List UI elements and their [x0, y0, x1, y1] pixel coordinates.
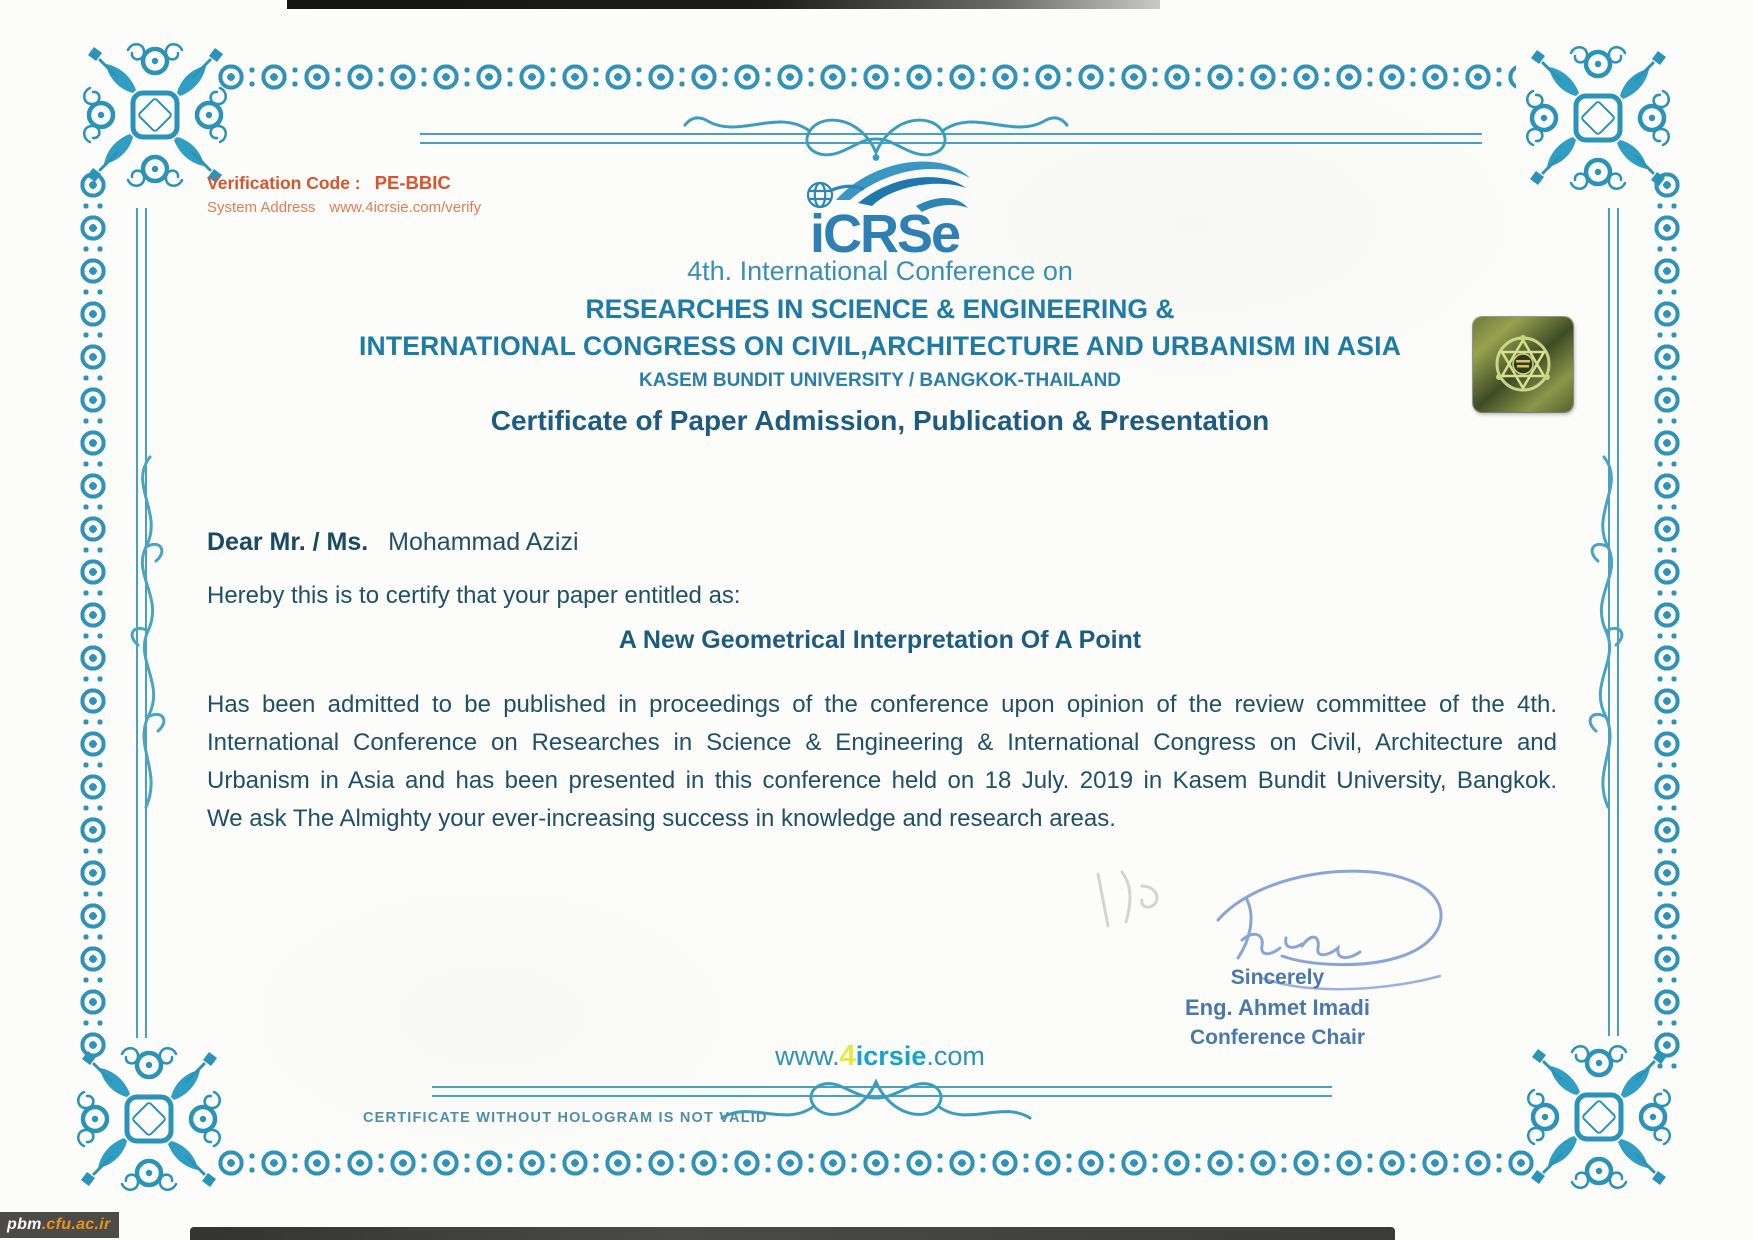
salutation-label: Dear Mr. / Ms. [207, 528, 369, 556]
conference-venue: KASEM BUNDIT UNIVERSITY / BANGKOK-THAILAND [638, 370, 1122, 391]
salutation-line [207, 528, 579, 557]
watermark-site-rest: .cfu.ac.ir [41, 1216, 111, 1233]
verification-code-label: Verification Code : [207, 173, 361, 193]
watermark-site-bold: pbm [7, 1216, 42, 1233]
signer-name: Eng. Ahmet Imadi [1185, 995, 1370, 1020]
verification-block [207, 172, 481, 216]
url-tld: .com [926, 1041, 985, 1071]
conference-website [180, 1040, 1580, 1073]
certificate-paragraph [207, 686, 1557, 838]
logo-wordmark: iCRSe [810, 204, 960, 263]
conference-name-line2: INTERNATIONAL CONGRESS ON CIVIL,ARCHITECTURE AND URBANISM IN ASIA [358, 331, 1402, 361]
icrse-logo [788, 148, 978, 263]
signature-block [1130, 966, 1425, 1050]
certificate-title: Certificate of Paper Admission, Publication & Presentation [490, 405, 1270, 436]
border-chain-top [214, 60, 1516, 94]
scan-artifact-bottom-bar [190, 1227, 1395, 1240]
recipient-name: Mohammad Azizi [388, 528, 579, 556]
paper-title: A New Geometrical Interpretation Of A Point [618, 626, 1142, 654]
paragraph-line: Has been admitted to be published in proceedings of the conference upon opinion of the review committee of the 4th. [207, 691, 1557, 718]
url-name: icrsie [855, 1041, 927, 1071]
system-address-url: www.4icrsie.com/verify [329, 199, 482, 216]
site-watermark [0, 1212, 119, 1238]
system-address-label: System Address [207, 199, 316, 216]
right-vine-icon [1582, 455, 1642, 815]
paragraph-line: Urbanism in Asia and has been presented in this conference held on 18 July. 2019 in Kasem Bundit University, Bangkok. [207, 767, 1557, 794]
url-digit: 4 [839, 1040, 856, 1072]
certify-line: Hereby this is to certify that your paper entitled as: [207, 582, 741, 609]
corner-medallion-icon [1513, 33, 1683, 203]
scan-artifact-top-bar [287, 0, 1160, 9]
border-chain-left [76, 168, 110, 1063]
border-chain-bottom [214, 1146, 1539, 1180]
left-vine-icon [112, 455, 172, 815]
paragraph-line: International Conference on Researches in Science & Engineering & International Congress on Civil, Architecture and [207, 729, 1557, 756]
url-www: www. [775, 1041, 840, 1071]
border-chain-right [1650, 168, 1684, 1073]
conference-name-line1: RESEARCHES IN SCIENCE & ENGINEERING & [585, 294, 1175, 324]
paragraph-line: We ask The Almighty your ever-increasing success in knowledge and research areas. [207, 805, 1116, 832]
hologram-validity-note: CERTIFICATE WITHOUT HOLOGRAM IS NOT VALID [363, 1110, 768, 1126]
signer-title: Conference Chair [1189, 1026, 1366, 1049]
verification-code-value: PE-BBIC [374, 172, 451, 193]
signature-closing: Sincerely [1230, 966, 1325, 989]
conference-ordinal-line: 4th. International Conference on [687, 256, 1073, 286]
